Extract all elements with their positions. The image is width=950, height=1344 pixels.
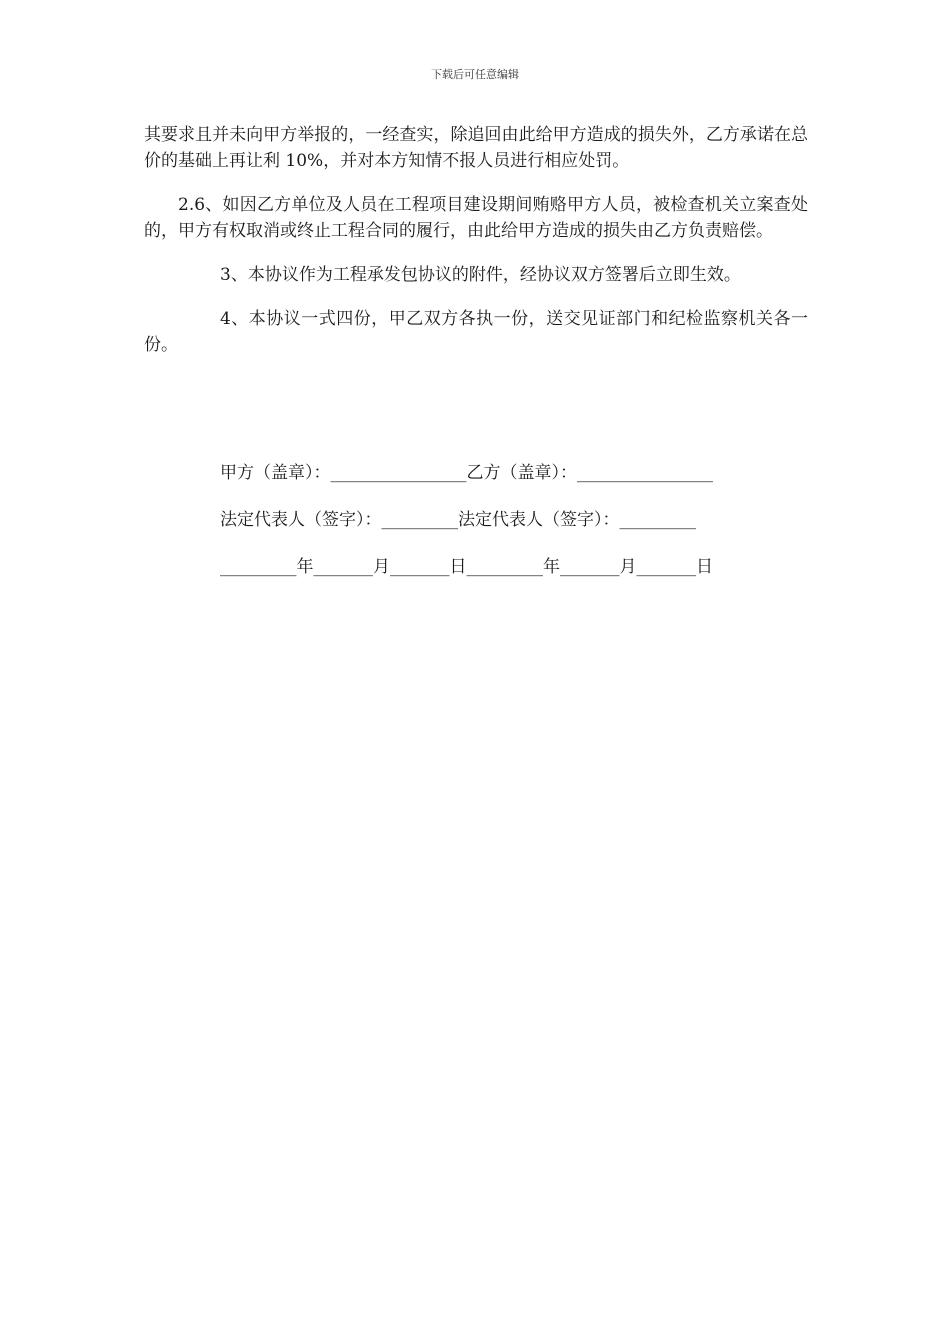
paragraph-continuation: 其要求且并未向甲方举报的，一经查实，除追回由此给甲方造成的损失外，乙方承诺在总价的基础上再让利 10%，并对本方知情不报人员进行相应处罚。 <box>144 125 808 171</box>
paragraph-clause-3: 3、本协议作为工程承发包协议的附件，经协议双方签署后立即生效。 <box>220 265 741 285</box>
signature-date-row: _________年_______月_______日_________年_______月_______日 <box>220 557 713 577</box>
header-note: 下载后可任意编辑 <box>431 68 519 81</box>
document-body <box>144 122 808 376</box>
paragraph-clause-4: 4、本协议一式四份，甲乙双方各执一份，送交见证部门和纪检监察机关各一份。 <box>144 309 808 355</box>
signature-seal-row: 甲方（盖章）：________________乙方（盖章）：________________ <box>220 463 713 483</box>
signature-block <box>220 460 800 601</box>
signature-representative-row: 法定代表人（签字）：_________法定代表人（签字）：_________ <box>220 510 696 530</box>
paragraph-clause-2-6: 2.6、如因乙方单位及人员在工程项目建设期间贿赂甲方人员，被检查机关立案查处的，甲方有权取消或终止工程合同的履行，由此给甲方造成的损失由乙方负责赔偿。 <box>144 195 808 241</box>
